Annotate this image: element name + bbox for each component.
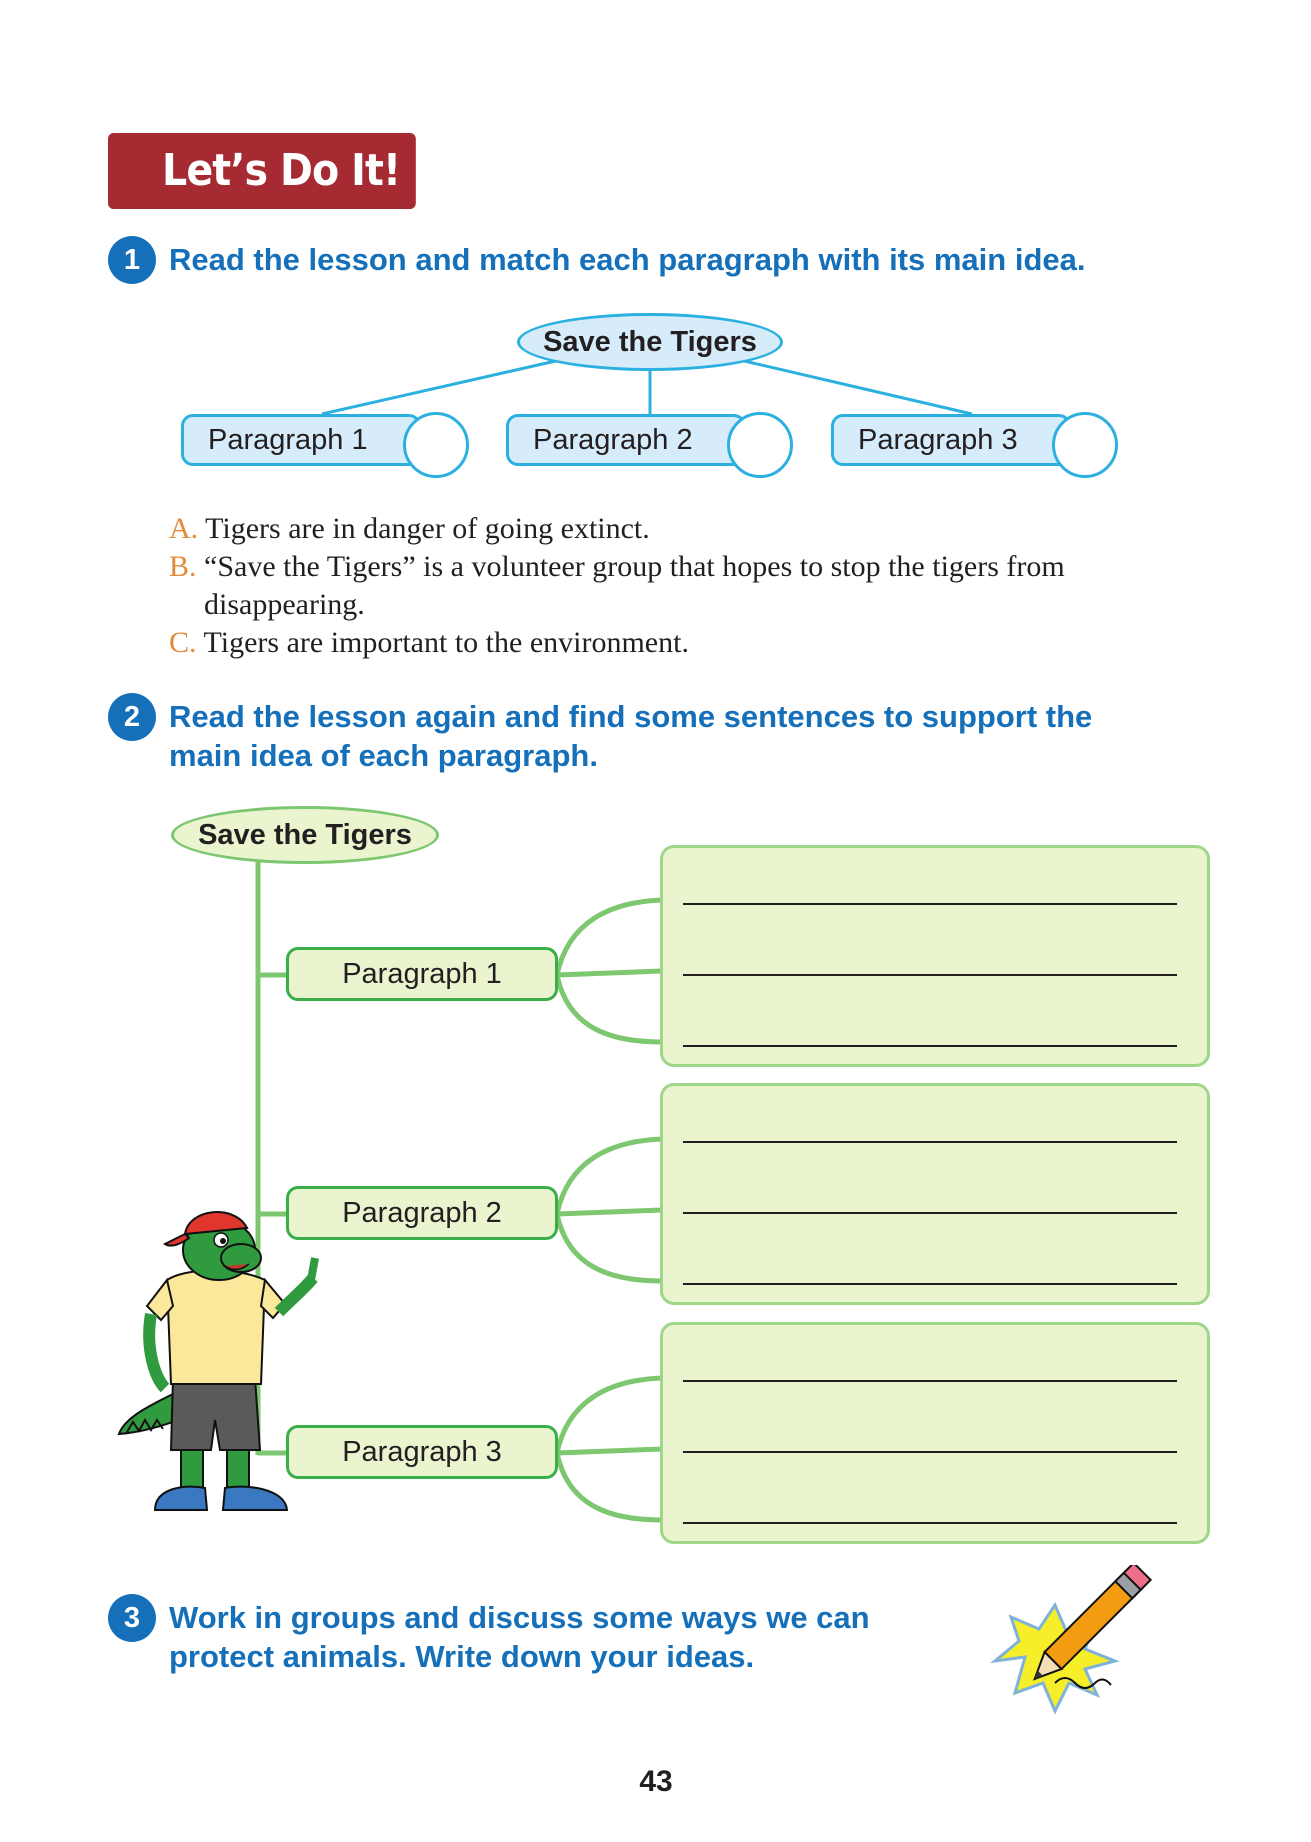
writing-line[interactable] xyxy=(683,1451,1177,1453)
dinosaur-mascot-illustration xyxy=(115,1188,335,1538)
tree-paragraph-1: Paragraph 1 xyxy=(286,947,558,1001)
save-the-tigers-oval: Save the Tigers xyxy=(517,313,783,371)
save-the-tigers-root-oval: Save the Tigers xyxy=(171,806,439,864)
option-c-letter: C. xyxy=(169,626,197,659)
writing-box-2[interactable] xyxy=(660,1083,1210,1305)
answer-circle-3[interactable] xyxy=(1052,412,1118,478)
step-3-instruction-line2: protect animals. Write down your ideas. xyxy=(169,1639,755,1674)
option-a-text: Tigers are in danger of going extinct. xyxy=(205,512,650,545)
writing-line[interactable] xyxy=(683,1522,1177,1524)
step-3-instruction-line1: Work in groups and discuss some ways we can xyxy=(169,1600,870,1635)
option-b-text: “Save the Tigers” is a volunteer group that hopes to stop the tigers from xyxy=(204,550,1065,583)
option-b-continued: disappearing. xyxy=(204,588,365,621)
writing-line[interactable] xyxy=(683,1283,1177,1285)
step-1-badge: 1 xyxy=(108,236,156,284)
option-c-text: Tigers are important to the environment. xyxy=(203,626,689,659)
match-paragraph-2: Paragraph 2 xyxy=(506,414,746,466)
step-1-instruction: Read the lesson and match each paragraph with its main idea. xyxy=(169,242,1086,277)
step-2-instruction-line1: Read the lesson again and find some sentences to support the xyxy=(169,699,1093,734)
pencil-icon xyxy=(985,1565,1165,1715)
match-paragraph-1: Paragraph 1 xyxy=(181,414,421,466)
match-paragraph-3: Paragraph 3 xyxy=(831,414,1071,466)
option-a xyxy=(169,510,650,548)
step-2-badge: 2 xyxy=(108,693,156,741)
option-c xyxy=(169,624,689,662)
step-2-instruction-line2: main idea of each paragraph. xyxy=(169,738,598,773)
option-b-letter: B. xyxy=(169,550,197,583)
writing-line[interactable] xyxy=(683,1212,1177,1214)
option-a-letter: A. xyxy=(169,512,199,545)
step-3-badge: 3 xyxy=(108,1594,156,1642)
writing-line[interactable] xyxy=(683,1045,1177,1047)
answer-circle-1[interactable] xyxy=(403,412,469,478)
option-b xyxy=(169,548,1065,586)
tree-paragraph-2: Paragraph 2 xyxy=(286,1186,558,1240)
page-number: 43 xyxy=(639,1765,673,1798)
writing-box-3[interactable] xyxy=(660,1322,1210,1544)
writing-line[interactable] xyxy=(683,974,1177,976)
answer-circle-2[interactable] xyxy=(727,412,793,478)
lets-do-it-banner: Let’s Do It! xyxy=(108,133,416,209)
writing-box-1[interactable] xyxy=(660,845,1210,1067)
tree-paragraph-3: Paragraph 3 xyxy=(286,1425,558,1479)
writing-line[interactable] xyxy=(683,1380,1177,1382)
writing-line[interactable] xyxy=(683,903,1177,905)
writing-line[interactable] xyxy=(683,1141,1177,1143)
